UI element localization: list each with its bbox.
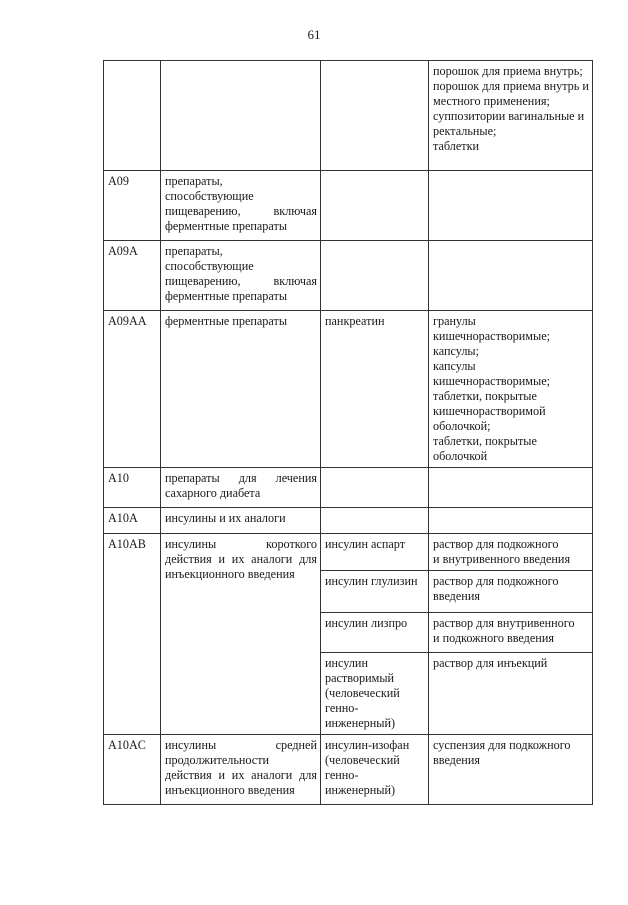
atc-code-cell: A10 <box>104 468 161 508</box>
dosage-form-cell-line: таблетки <box>433 139 480 153</box>
dosage-form-cell <box>429 241 593 311</box>
dosage-form-cell <box>429 571 593 613</box>
dosage-form-cell <box>429 61 593 171</box>
dosage-form-cell-line: порошок для приема внутрь и местного применения; <box>433 79 589 108</box>
atc-code-cell <box>104 61 161 171</box>
group-name-cell-line: ферментные препараты <box>165 219 288 233</box>
group-name-cell <box>161 468 321 508</box>
inn-cell-line: инсулин <box>325 656 368 670</box>
dosage-form-cell-line: гранулы <box>433 314 476 328</box>
inn-cell <box>321 653 429 735</box>
atc-code-cell: A09AA <box>104 311 161 468</box>
dosage-form-cell-line: и подкожного введения <box>433 631 554 645</box>
dosage-form-cell <box>429 534 593 571</box>
group-name-cell-line: пищеварению, включая <box>165 274 317 288</box>
inn-cell-line: инсулин-изофан <box>325 738 410 752</box>
dosage-form-cell-line: введения <box>433 589 480 603</box>
table-row <box>104 508 593 534</box>
atc-code-cell: A09A <box>104 241 161 311</box>
inn-cell <box>321 61 429 171</box>
dosage-form-cell <box>429 735 593 805</box>
atc-code-cell: A10A <box>104 508 161 534</box>
dosage-form-cell-line: кишечнорастворимые; <box>433 329 550 343</box>
dosage-form-cell <box>429 613 593 653</box>
table-row <box>104 61 593 171</box>
inn-cell <box>321 311 429 468</box>
page-number: 61 <box>307 27 321 42</box>
inn-cell-line: панкреатин <box>325 314 385 328</box>
dosage-form-cell-line: раствор для внутривенного <box>433 616 575 630</box>
dosage-form-cell-line: таблетки, покрытые <box>433 434 537 448</box>
dosage-form-cell-line: суппозитории вагинальные и ректальные; <box>433 109 585 138</box>
group-name-cell-line: ферментные препараты <box>165 289 288 303</box>
dosage-form-cell <box>429 171 593 241</box>
group-name-cell <box>161 508 321 534</box>
dosage-form-cell <box>429 468 593 508</box>
atc-code-cell: A10AB <box>104 534 161 735</box>
inn-cell-line: инженерный) <box>325 783 396 797</box>
inn-cell-line: инженерный) <box>325 716 396 730</box>
inn-cell-line: генно- <box>325 701 359 715</box>
inn-cell <box>321 508 429 534</box>
dosage-form-cell <box>429 653 593 735</box>
drug-classification-table <box>103 60 593 805</box>
table-row <box>104 241 593 311</box>
inn-cell <box>321 571 429 613</box>
group-name-cell-line: инъекционного введения <box>165 567 295 581</box>
table-row <box>104 468 593 508</box>
inn-cell <box>321 241 429 311</box>
dosage-form-cell-line: кишечнорастворимые; <box>433 374 550 388</box>
dosage-form-cell-line: введения <box>433 753 480 767</box>
inn-cell-line: (человеческий <box>325 686 400 700</box>
dosage-form-cell-line: раствор для подкожного <box>433 537 559 551</box>
inn-cell <box>321 171 429 241</box>
inn-cell-line: инсулин лизпро <box>325 616 408 630</box>
dosage-form-cell-line: суспензия для подкожного <box>433 738 571 752</box>
group-name-cell-line: инъекционного введения <box>165 783 295 797</box>
group-name-cell-line: инсулины средней <box>165 738 317 752</box>
group-name-cell <box>161 241 321 311</box>
group-name-cell-line: способствующие <box>165 259 254 273</box>
group-name-cell-line: сахарного диабета <box>165 486 261 500</box>
group-name-cell-line: препараты, <box>165 244 223 258</box>
dosage-form-cell-line: оболочкой; <box>433 419 491 433</box>
dosage-form-cell-line: порошок для приема внутрь; <box>433 64 583 78</box>
inn-cell-line: инсулин аспарт <box>325 537 406 551</box>
inn-cell-line: растворимый <box>325 671 395 685</box>
group-name-cell-line: действия и их аналоги для <box>165 552 317 566</box>
group-name-cell-line: способствующие <box>165 189 254 203</box>
dosage-form-cell-line: капсулы <box>433 359 476 373</box>
group-name-cell <box>161 311 321 468</box>
group-name-cell-line: препараты для лечения <box>165 471 317 485</box>
dosage-form-cell-line: раствор для подкожного <box>433 574 559 588</box>
group-name-cell <box>161 534 321 735</box>
table-row <box>104 534 593 571</box>
dosage-form-cell-line: кишечнорастворимой <box>433 404 546 418</box>
inn-cell <box>321 613 429 653</box>
group-name-cell-line: инсулины и их аналоги <box>165 511 286 525</box>
dosage-form-cell <box>429 311 593 468</box>
inn-cell <box>321 735 429 805</box>
dosage-form-cell-line: раствор для инъекций <box>433 656 548 670</box>
group-name-cell <box>161 61 321 171</box>
group-name-cell-line: препараты, <box>165 174 223 188</box>
table-row <box>104 311 593 468</box>
inn-cell-line: генно- <box>325 768 359 782</box>
dosage-form-cell-line: таблетки, покрытые <box>433 389 537 403</box>
atc-code-cell: A10AC <box>104 735 161 805</box>
group-name-cell <box>161 171 321 241</box>
group-name-cell-line: пищеварению, включая <box>165 204 317 218</box>
table-row <box>104 171 593 241</box>
dosage-form-cell-line: оболочкой <box>433 449 488 463</box>
group-name-cell-line: инсулины короткого <box>165 537 317 551</box>
group-name-cell-line: ферментные препараты <box>165 314 288 328</box>
table-row <box>104 735 593 805</box>
group-name-cell <box>161 735 321 805</box>
dosage-form-cell-line: капсулы; <box>433 344 479 358</box>
inn-cell-line: инсулин глулизин <box>325 574 418 588</box>
dosage-form-cell <box>429 508 593 534</box>
dosage-form-cell-line: и внутривенного введения <box>433 552 571 566</box>
inn-cell <box>321 468 429 508</box>
group-name-cell-line: продолжительности <box>165 753 270 767</box>
group-name-cell-line: действия и их аналоги для <box>165 768 317 782</box>
inn-cell-line: (человеческий <box>325 753 400 767</box>
inn-cell <box>321 534 429 571</box>
atc-code-cell: A09 <box>104 171 161 241</box>
